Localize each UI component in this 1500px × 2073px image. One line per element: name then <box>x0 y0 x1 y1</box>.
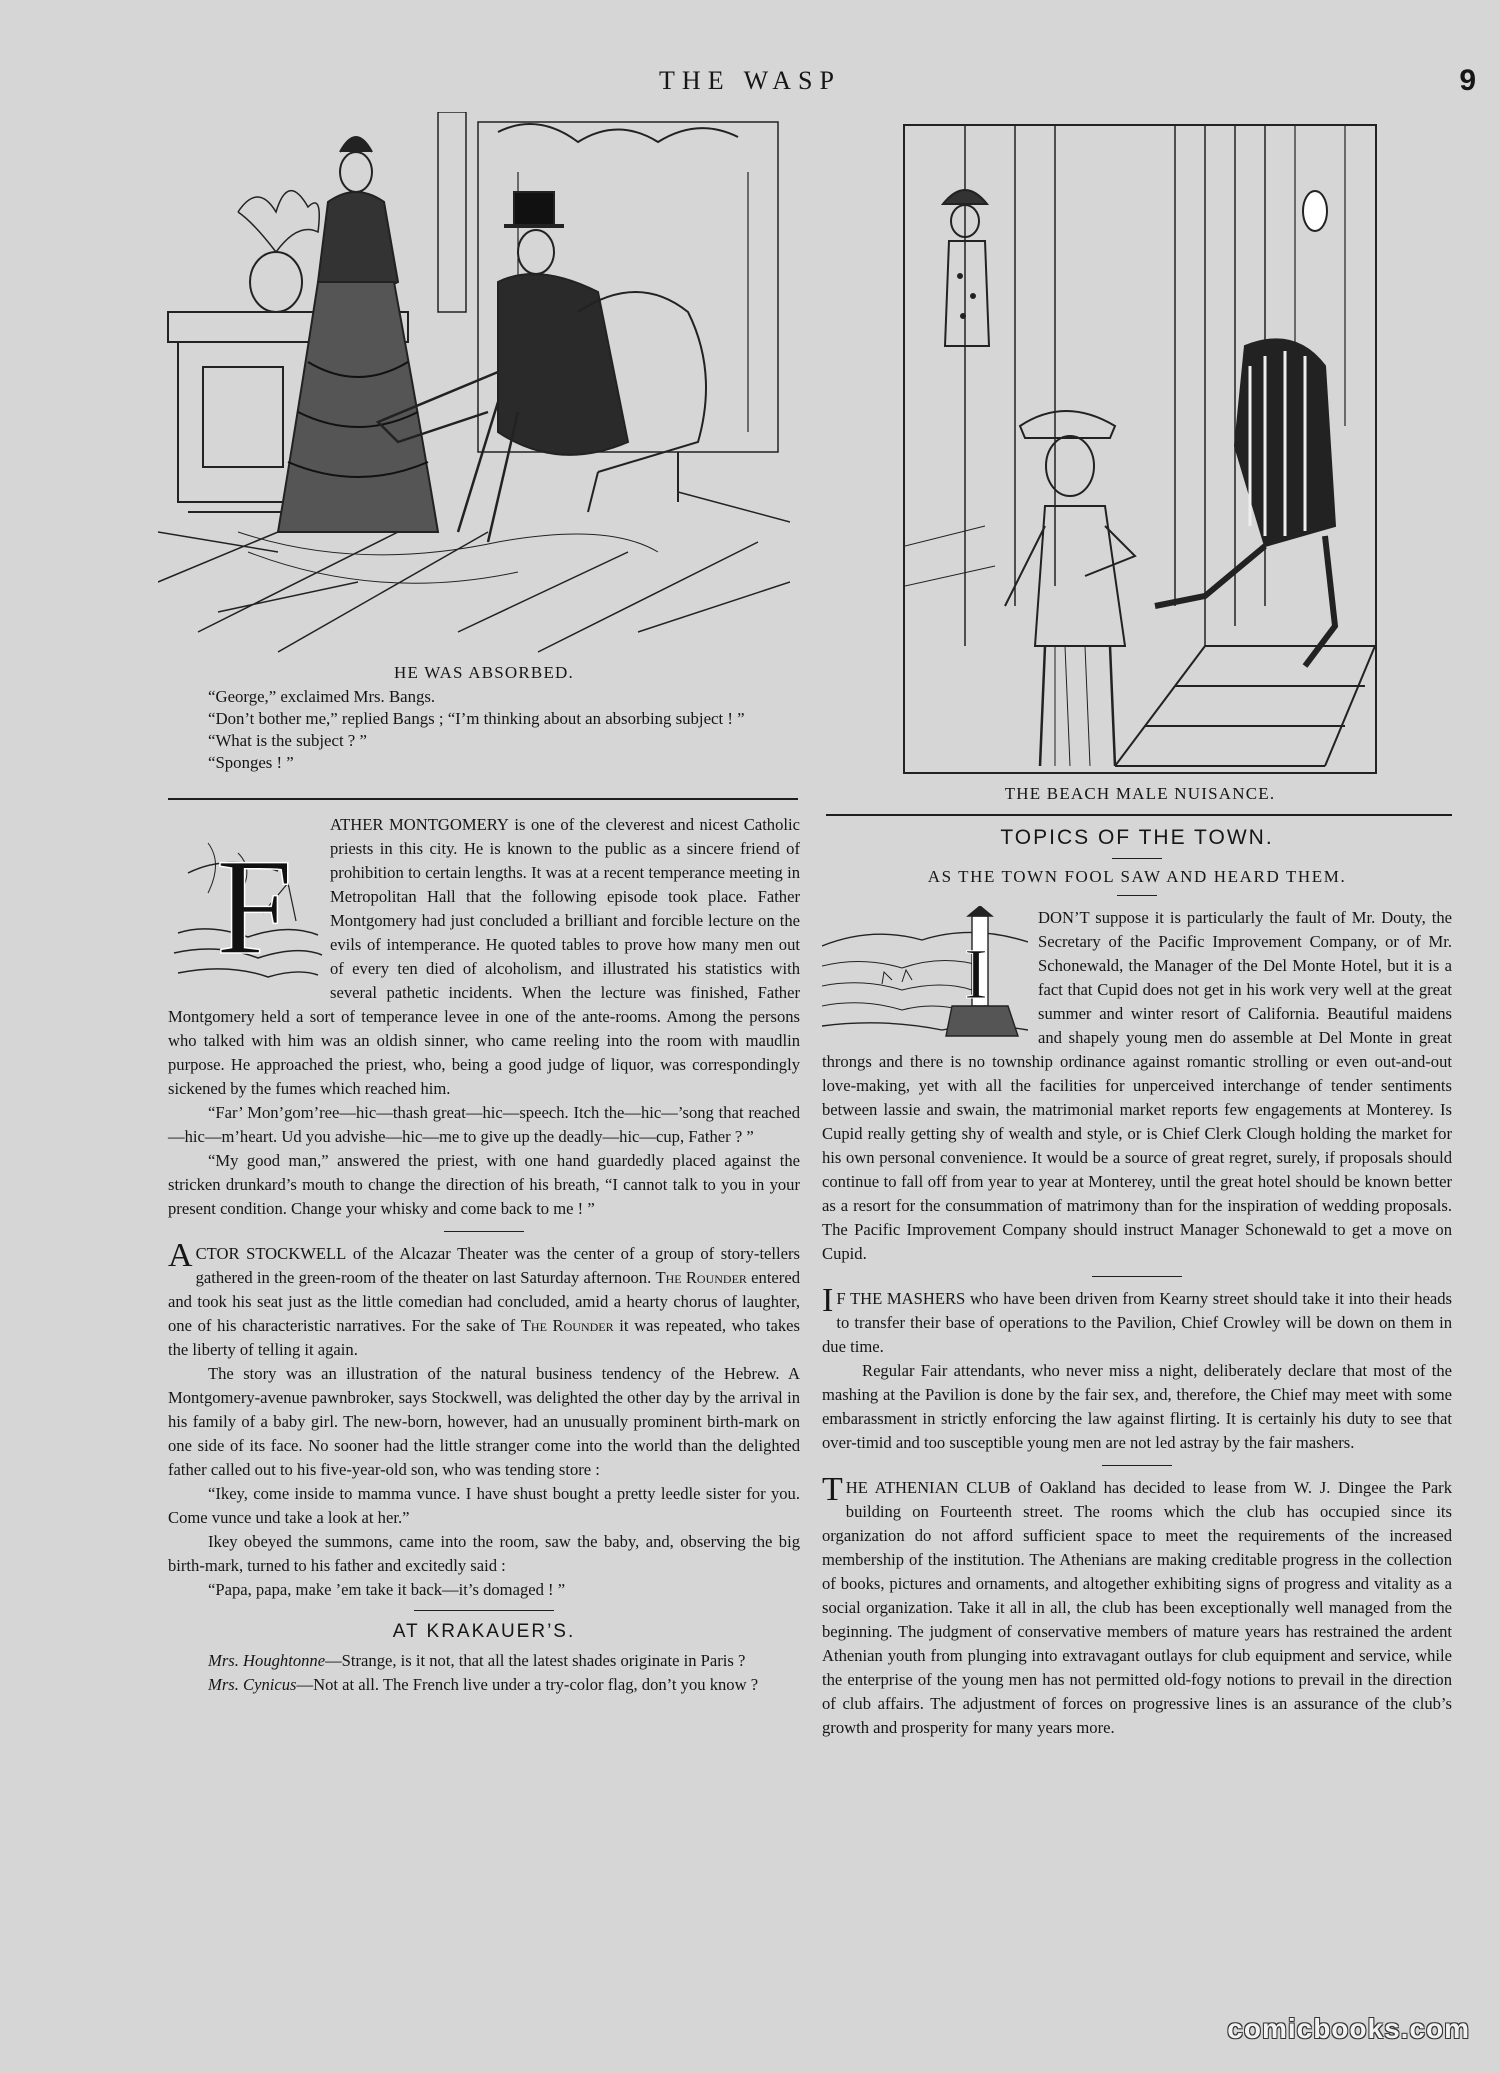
mashers-paragraph-2: Regular Fair attendants, who never miss a night, deliberately declare that most of the mashing at the Pavilion is done by the fair sex, and, therefore, the Chief may meet with some embarassment in strictly enforcing the law against flirting. It is certainly his duty to see that over-timid and too susceptible young men are not led astray by the fair mashers. <box>822 1361 1452 1452</box>
stockwell-lead: CTOR STOCKWELL <box>195 1244 347 1263</box>
athenian-article <box>822 1471 1453 1740</box>
montgomery-paragraph-3: “My good man,” answered the priest, with one hand guardedly placed against the stricken drunkard’s mouth to change the direction of his breath, “I cannot talk to you in your present condition. Change your whisky and come back to me ! ” <box>168 1151 800 1218</box>
cupid-paragraph: DON’T suppose it is particularly the fault of Mr. Douty, the Secretary of the Pacific Improvement Company, or of Mr. Schonewald, the Manager of the Del Monte Hotel, but it is a fact that Cupid does not get in his work very well at the great summer and winter resort of California. Beautiful maidens and shapely young men do assemble at Del Monte in great throngs and there is no township ordinance against romantic strolling or even out-and-out love-making, yet with all the facilities for unperceived interchange of tender sentiments between lassie and swain, the matrimonial market reports few engagements at Monterey. Is Cupid really getting shy of wealth and style, or is Chief Clerk Clough holding the market for his own personal convenience. It would be a source of great regret, surely, if proposals should continue to fall off from year to year at Monterey, until the great hotel should be known better as a resort for the consummation of matrimony than for the inspiration of wedding proposals. The Pacific Improvement Company should instruct Manager Schonewald to get a move on Cupid. <box>822 908 1452 1263</box>
montgomery-article <box>168 813 800 1221</box>
athenian-paragraph <box>822 1471 1453 1740</box>
stockwell-text-1: of the Alcazar Theater was the center of a group of story-tellers gathered in the green-room of the theater on last Saturday afternoon. <box>195 1244 800 1287</box>
title-divider <box>1112 858 1162 859</box>
section-divider <box>414 1610 554 1611</box>
stockwell-article <box>168 1237 800 1602</box>
rounder-name: The Rounder <box>655 1268 747 1287</box>
page-number: 9 <box>1459 64 1476 97</box>
section-divider <box>1102 1465 1172 1466</box>
absorbed-caption: HE WAS ABSORBED. <box>394 663 574 682</box>
beach-nuisance-caption: THE BEACH MALE NUISANCE. <box>1004 784 1276 803</box>
drop-cap-t: T <box>822 1471 843 1508</box>
stockwell-paragraph-1 <box>168 1237 800 1362</box>
topics-subtitle: AS THE TOWN FOOL SAW AND HEARD THEM. <box>927 867 1347 886</box>
mashers-article <box>822 1282 1452 1455</box>
montgomery-paragraph-2: “Far’ Mon’gom’ree—hic—thash great—hic—speech. Itch the—hic—’song that reached—hic—m’heart. Ud you advishe—hic—me to give up the deadly—hic—cup, Father ? ” <box>168 1103 800 1146</box>
site-watermark: comicbooks.com <box>1227 2013 1470 2044</box>
stockwell-paragraph-5: “Papa, papa, make ’em take it back—it’s domaged ! ” <box>208 1580 566 1599</box>
mashers-lead: F THE MASHERS <box>836 1289 966 1308</box>
drop-cap-letter: I <box>964 934 988 1014</box>
krakauer-title: AT KRAKAUER’S. <box>392 1621 576 1642</box>
speaker-name: Mrs. Houghtonne <box>208 1651 326 1670</box>
mashers-paragraph-1 <box>822 1282 1452 1359</box>
decorative-initial-f <box>168 813 328 991</box>
title-divider <box>1117 895 1157 896</box>
krakauer-line-2 <box>168 1673 800 1697</box>
dialogue-text: —Strange, is it not, that all the latest shades originate in Paris ? <box>325 1651 746 1670</box>
column-divider <box>826 814 1452 816</box>
dialogue-line: “George,” exclaimed Mrs. Bangs. <box>208 687 436 706</box>
mashers-text-1: who have been driven from Kearny street should take it into their heads to transfer their base of operations to the Pavilion, Chief Crowley will be down on them in due time. <box>822 1289 1452 1356</box>
stockwell-paragraph-3: “Ikey, come inside to mamma vunce. I have shust bought a pretty leedle sister for you. Come vunce und take a look at her.” <box>168 1484 800 1527</box>
stockwell-paragraph-2: The story was an illustration of the natural business tendency of the Hebrew. A Montgomery-avenue pawnbroker, says Stockwell, was delighted the other day by the arrival in his family of a baby girl. The new-born, however, had an unusually prominent birth-mark on one side of its face. No sooner had the little stranger come into the world than the delighted father called out to his five-year-old son, who was tending store : <box>168 1364 800 1479</box>
dialogue-line: “Don’t bother me,” replied Bangs ; “I’m thinking about an absorbing subject ! ” <box>208 709 745 728</box>
drop-cap-i: I <box>822 1282 834 1319</box>
krakauer-line-1 <box>168 1649 800 1673</box>
masthead: THE WASP <box>659 66 841 95</box>
drop-cap-letter: F <box>216 830 293 983</box>
speaker-name: Mrs. Cynicus <box>208 1675 297 1694</box>
beach-nuisance-illustration <box>903 124 1377 774</box>
dialogue-line: “Sponges ! ” <box>208 753 294 772</box>
absorbed-cartoon-illustration <box>158 112 790 660</box>
right-column <box>822 826 1452 1740</box>
column-divider <box>168 798 798 800</box>
montgomery-text-1: is one of the cleverest and nicest Catholic priests in this city. He is known to the public as a sincere friend of prohibition to certain lengths. It was at a recent temperance meeting in Metropolitan Hall that the following episode took place. Father Montgomery had just concluded a brilliant and forcible lecture on the evils of intemperance. He quoted tables to prove how many men out of every ten died of alcoholism, and illustrated his statistics with several pathetic incidents. When the lecture was finished, Father Montgomery held a sort of temperance levee in one of the ante-rooms. Among the persons who talked with him was an oldish sinner, who came reeling into the room with maudlin purpose. He approached the priest, who, being a good judge of liquor, was correspondingly sickened by the fumes which reached him. <box>168 815 800 1098</box>
topics-title: TOPICS OF THE TOWN. <box>1000 826 1274 849</box>
decorative-initial-i-lighthouse <box>822 906 1028 1038</box>
athenian-text: of Oakland has decided to lease from W. J. Dingee the Park building on Fourteenth street. The rooms which the club has occupied since its organization do not afford sufficient space to meet the requirements of the increased membership of the institution. The Athenians are making creditable progress in the collection of books, pictures and ornaments, and altogether exhibiting signs of progress and vitality as a social organization. Take it all in all, the club has been exceptionally well managed from the beginning. The judgment of conservative members of mature years has restrained the ardent Athenian youth from plunging into extravagant outlays for club equipment and service, while the enterprise of the young men has not permitted old-fogy notions to prevail in the direction of club affairs. The adjustment of forces on progressive lines is an assurance of the club’s growth and prosperity for many years more. <box>822 1478 1453 1737</box>
krakauer-article <box>168 1621 800 1697</box>
absorbed-caption-block <box>168 663 800 774</box>
athenian-lead: HE ATHENIAN CLUB <box>845 1478 1011 1497</box>
dialogue-text: —Not at all. The French live under a try-color flag, don’t you know ? <box>296 1675 759 1694</box>
stockwell-text-1b: entered and took his seat just as the little comedian had concluded, amid a hearty chorus of laughter, one of his characteristic narratives. For the sake of <box>168 1268 800 1335</box>
section-divider <box>1092 1276 1182 1277</box>
cupid-article <box>822 906 1452 1266</box>
stockwell-paragraph-4: Ikey obeyed the summons, came into the room, saw the baby, and, observing the big birth-mark, turned to his father and excitedly said : <box>168 1532 800 1575</box>
section-divider <box>444 1231 524 1232</box>
left-column <box>168 813 800 1697</box>
dialogue-line: “What is the subject ? ” <box>208 731 367 750</box>
montgomery-lead: ATHER MONTGOMERY <box>330 815 509 834</box>
stockwell-text-1c: it was repeated, who takes the liberty of telling it again. <box>168 1316 800 1359</box>
drop-cap-a: A <box>168 1237 193 1274</box>
rounder-name: The Rounder <box>520 1316 614 1335</box>
